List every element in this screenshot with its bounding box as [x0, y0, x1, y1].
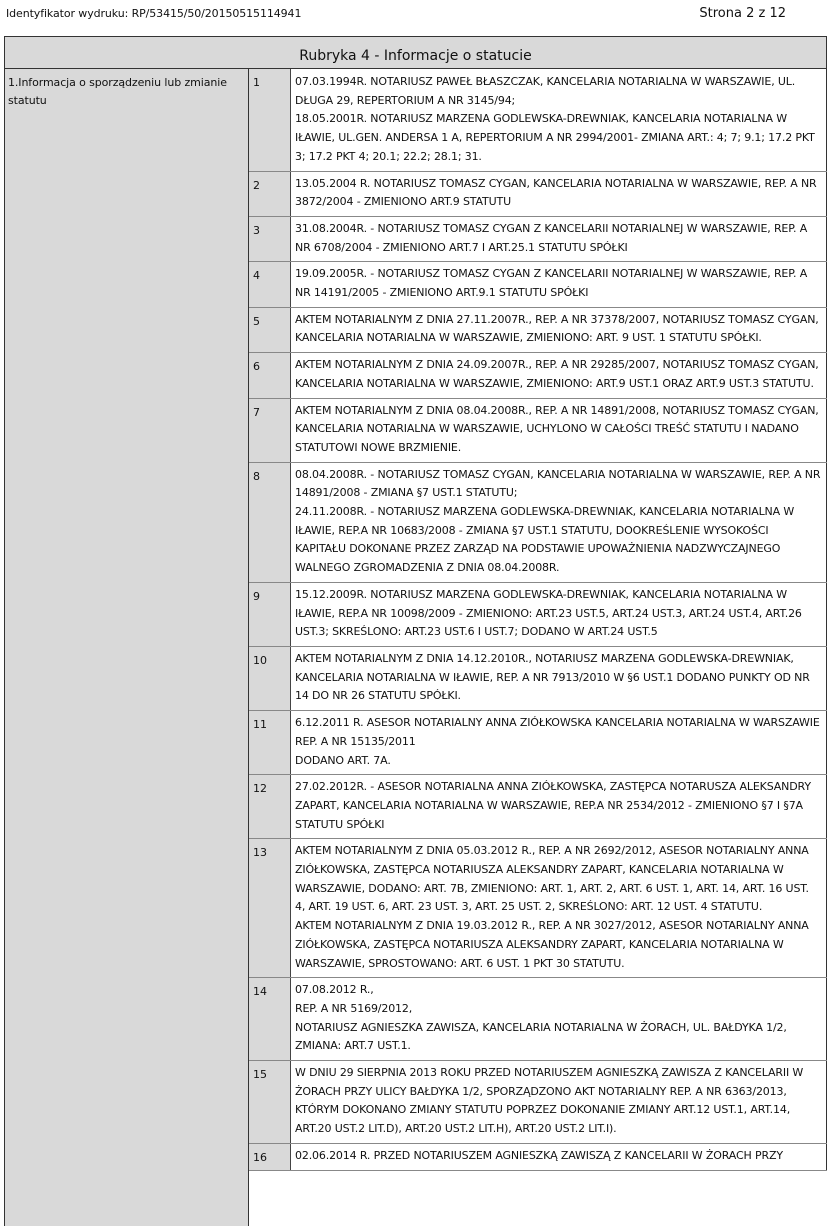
entry-number: 5	[249, 308, 291, 352]
entry-row	[249, 583, 827, 647]
entry-number: 13	[249, 839, 291, 977]
entry-number: 3	[249, 217, 291, 261]
entry-number: 7	[249, 399, 291, 462]
entry-row	[249, 1144, 827, 1171]
entry-text: AKTEM NOTARIALNYM Z DNIA 27.11.2007R., REP. A NR 37378/2007, NOTARIUSZ TOMASZ CYGAN, KANCELARIA NOTARIALNA W WARSZAWIE, ZMIENIONO: ART. 9 UST. 1 STATUTU SPÓŁKI.	[291, 308, 827, 352]
entry-text: AKTEM NOTARIALNYM Z DNIA 14.12.2010R., NOTARIUSZ MARZENA GODLEWSKA-DREWNIAK, KANCELARIA NOTARIALNA W IŁAWIE, REP. A NR 7913/2010 W §6 UST.1 DODANO PUNKTY OD NR 14 DO NR 26 STATUTU SPÓŁKI.	[291, 647, 827, 710]
entry-row	[249, 1061, 827, 1144]
entries-list	[249, 69, 827, 1226]
entry-row	[249, 353, 827, 398]
entry-text: 07.03.1994R. NOTARIUSZ PAWEŁ BŁASZCZAK, KANCELARIA NOTARIALNA W WARSZAWIE, UL. DŁUGA 29, REPERTORIUM A NR 3145/94; 18.05.2001R. NOTARIUSZ MARZENA GODLEWSKA-DREWNIAK, KANCELARIA NOTARIALNA W IŁAWIE, UL.GEN. ANDERSA 1 A, REPERTORIUM A NR 2994/2001- ZMIANA ART.: 4; 7; 9.1; 17.2 PKT 3; 17.2 PKT 4; 20.1; 22.2; 28.1; 31.	[291, 69, 827, 171]
entry-text: 27.02.2012R. - ASESOR NOTARIALNA ANNA ZIÓŁKOWSKA, ZASTĘPCA NOTARUSZA ALEKSANDRY ZAPART, KANCELARIA NOTARIALNA W WARSZAWIE, REP.A NR 2534/2012 - ZMIENIONO §7 I §7A STATUTU SPÓŁKI	[291, 775, 827, 838]
entry-number: 11	[249, 711, 291, 774]
entry-text: W DNIU 29 SIERPNIA 2013 ROKU PRZED NOTARIUSZEM AGNIESZKĄ ZAWISZA Z KANCELARII W ŻORACH PRZY ULICY BAŁDYKA 1/2, SPORZĄDZONO AKT NOTARIALNY REP. A NR 6363/2013, KTÓRYM DOKONANO ZMIANY STATUTU POPRZEZ DOKONANIE ZMIANY ART.12 UST.1, ART.14, ART.20 UST.2 LIT.D), ART.20 UST.2 LIT.H), ART.20 UST.2 LIT.I).	[291, 1061, 827, 1143]
entry-row	[249, 775, 827, 839]
entry-number: 15	[249, 1061, 291, 1143]
entry-row	[249, 978, 827, 1061]
entry-row	[249, 399, 827, 463]
entry-text: 31.08.2004R. - NOTARIUSZ TOMASZ CYGAN Z KANCELARII NOTARIALNEJ W WARSZAWIE, REP. A NR 6708/2004 - ZMIENIONO ART.7 I ART.25.1 STATUTU SPÓŁKI	[291, 217, 827, 261]
field-label: 1.Informacja o sporządzeniu lub zmianie statutu	[8, 76, 227, 107]
entry-text: 08.04.2008R. - NOTARIUSZ TOMASZ CYGAN, KANCELARIA NOTARIALNA W WARSZAWIE, REP. A NR 14891/2008 - ZMIANA §7 UST.1 STATUTU; 24.11.2008R. - NOTARIUSZ MARZENA GODLEWSKA-DREWNIAK, KANCELARIA NOTARIALNA W IŁAWIE, REP.A NR 10683/2008 - ZMIANA §7 UST.1 STATUTU, DOOKREŚLENIE WYSOKOŚCI KAPITAŁU DOKONANE PRZEZ ZARZĄD NA PODSTAWIE UPOWAŻNIENIA NADZWYCZAJNEGO WALNEGO ZGROMADZENIA Z DNIA 08.04.2008R.	[291, 463, 827, 582]
entry-text: 19.09.2005R. - NOTARIUSZ TOMASZ CYGAN Z KANCELARII NOTARIALNEJ W WARSZAWIE, REP. A NR 14191/2005 - ZMIENIONO ART.9.1 STATUTU SPÓŁKI	[291, 262, 827, 306]
field-label-column	[4, 69, 249, 1226]
page-number: Strona 2 z 12	[699, 6, 786, 21]
section-body	[4, 69, 827, 1226]
entry-row	[249, 217, 827, 262]
entry-number: 2	[249, 172, 291, 216]
entry-text: AKTEM NOTARIALNYM Z DNIA 05.03.2012 R., REP. A NR 2692/2012, ASESOR NOTARIALNY ANNA ZIÓŁKOWSKA, ZASTĘPCA NOTARIUSZA ALEKSANDRY ZAPART, KANCELARIA NOTARIALNA W WARSZAWIE, DODANO: ART. 7B, ZMIENIONO: ART. 1, ART. 2, ART. 6 UST. 1, ART. 14, ART. 16 UST. 4, ART. 19 UST. 6, ART. 23 UST. 3, ART. 25 UST. 2, SKREŚLONO: ART. 12 UST. 4 STATUTU. AKTEM NOTARIALNYM Z DNIA 19.03.2012 R., REP. A NR 3027/2012, ASESOR NOTARIALNY ANNA ZIÓŁKOWSKA, ZASTĘPCA NOTARIUSZA ALEKSANDRY ZAPART, KANCELARIA NOTARIALNA W WARSZAWIE, SPROSTOWANO: ART. 6 UST. 1 PKT 30 STATUTU.	[291, 839, 827, 977]
entry-text: 6.12.2011 R. ASESOR NOTARIALNY ANNA ZIÓŁKOWSKA KANCELARIA NOTARIALNA W WARSZAWIE REP. A NR 15135/2011 DODANO ART. 7A.	[291, 711, 827, 774]
entry-number: 1	[249, 69, 291, 171]
entry-number: 14	[249, 978, 291, 1060]
entry-text: 02.06.2014 R. PRZED NOTARIUSZEM AGNIESZKĄ ZAWISZĄ Z KANCELARII W ŻORACH PRZY	[291, 1144, 827, 1170]
entry-text: AKTEM NOTARIALNYM Z DNIA 24.09.2007R., REP. A NR 29285/2007, NOTARIUSZ TOMASZ CYGAN, KANCELARIA NOTARIALNA W WARSZAWIE, ZMIENIONO: ART.9 UST.1 ORAZ ART.9 UST.3 STATUTU.	[291, 353, 827, 397]
print-identifier: Identyfikator wydruku: RP/53415/50/20150515114941	[6, 7, 302, 20]
entry-row	[249, 69, 827, 172]
entry-number: 16	[249, 1144, 291, 1170]
entry-row	[249, 262, 827, 307]
entry-number: 6	[249, 353, 291, 397]
entry-row	[249, 711, 827, 775]
entry-row	[249, 647, 827, 711]
document-frame	[4, 36, 827, 1226]
section-title: Rubryka 4 - Informacje o statucie	[4, 36, 827, 69]
entry-text: AKTEM NOTARIALNYM Z DNIA 08.04.2008R., REP. A NR 14891/2008, NOTARIUSZ TOMASZ CYGAN, KANCELARIA NOTARIALNA W WARSZAWIE, UCHYLONO W CAŁOŚCI TREŚĆ STATUTU I NADANO STATUTOWI NOWE BRZMIENIE.	[291, 399, 827, 462]
entry-row	[249, 839, 827, 978]
entry-number: 9	[249, 583, 291, 646]
entry-number: 10	[249, 647, 291, 710]
entry-text: 15.12.2009R. NOTARIUSZ MARZENA GODLEWSKA-DREWNIAK, KANCELARIA NOTARIALNA W IŁAWIE, REP.A NR 10098/2009 - ZMIENIONO: ART.23 UST.5, ART.24 UST.3, ART.24 UST.4, ART.26 UST.3; SKREŚLONO: ART.23 UST.6 I UST.7; DODANO W ART.24 UST.5	[291, 583, 827, 646]
entry-row	[249, 308, 827, 353]
entry-row	[249, 463, 827, 583]
entry-number: 8	[249, 463, 291, 582]
entry-number: 4	[249, 262, 291, 306]
entry-row	[249, 172, 827, 217]
entry-text: 07.08.2012 R., REP. A NR 5169/2012, NOTARIUSZ AGNIESZKA ZAWISZA, KANCELARIA NOTARIALNA W ŻORACH, UL. BAŁDYKA 1/2, ZMIANA: ART.7 UST.1.	[291, 978, 827, 1060]
entry-number: 12	[249, 775, 291, 838]
entry-text: 13.05.2004 R. NOTARIUSZ TOMASZ CYGAN, KANCELARIA NOTARIALNA W WARSZAWIE, REP. A NR 3872/2004 - ZMIENIONO ART.9 STATUTU	[291, 172, 827, 216]
